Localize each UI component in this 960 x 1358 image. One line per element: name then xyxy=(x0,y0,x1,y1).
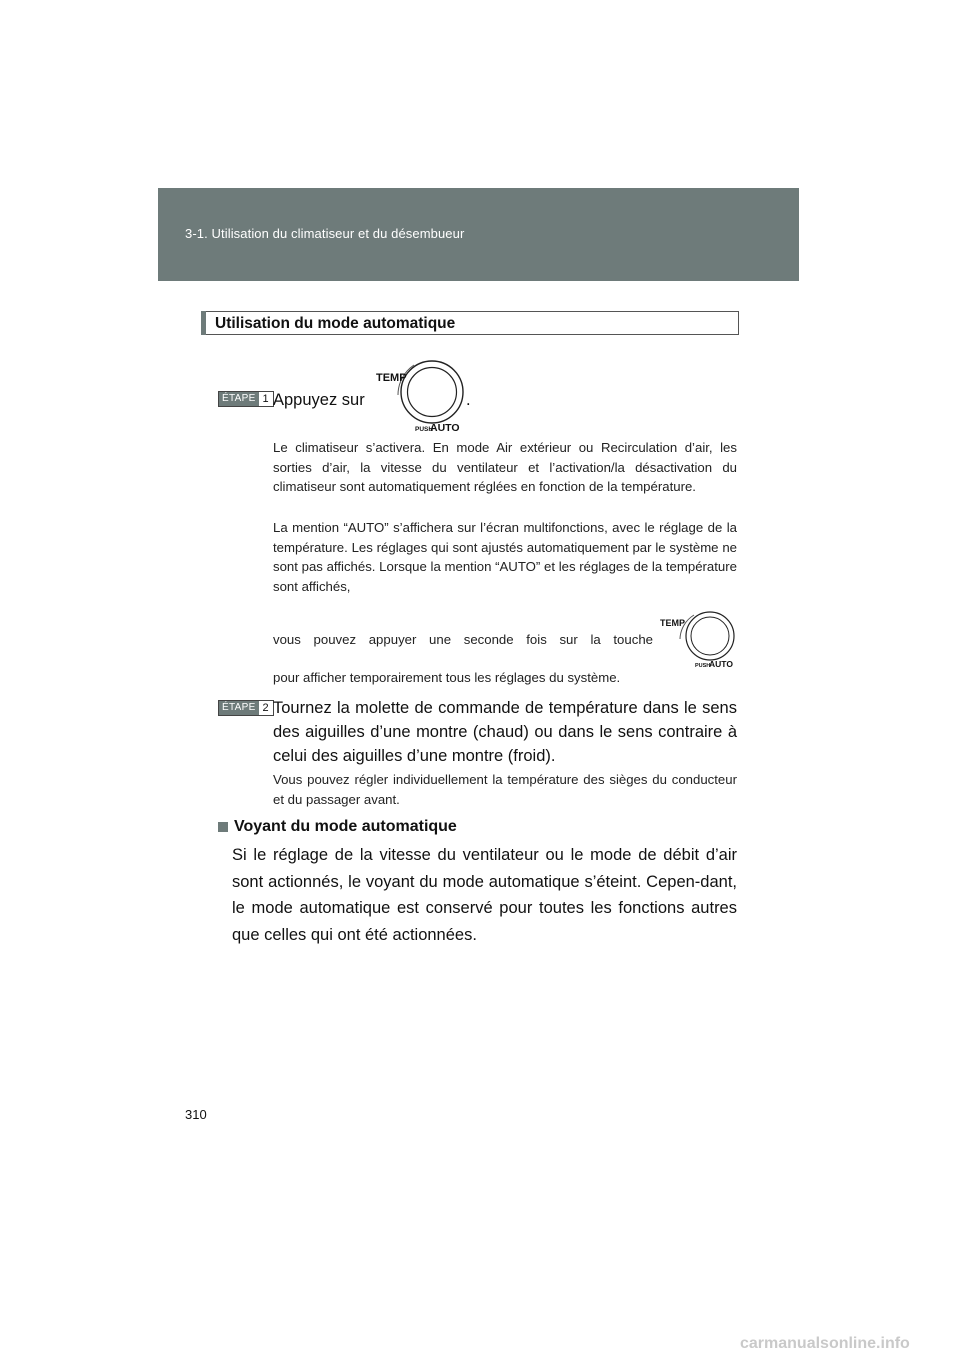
step-1-note-1: Le climatiseur s’activera. En mode Air extérieur ou Recirculation d’air, les sorties d’air, la vitesse du ventilateur et l’activation/la désactivation du climatiseur sont automatiquement réglées en fonction de la température. xyxy=(273,440,737,494)
info-heading xyxy=(218,818,457,836)
temp-auto-knob-icon xyxy=(374,355,469,433)
step-1-text-before: Appuyez sur xyxy=(273,391,365,409)
step-1-badge xyxy=(218,391,274,407)
bullet-square-icon xyxy=(218,822,228,832)
step-1-text-after: . xyxy=(466,391,471,409)
step-2-note: Vous pouvez régler individuellement la température des sièges du conducteur et du passager avant. xyxy=(273,772,737,807)
section-header-band xyxy=(158,188,799,281)
subsection-marker xyxy=(201,311,206,335)
knob-small-temp-label: TEMP xyxy=(660,618,686,628)
step-badge-word: ÉTAPE xyxy=(219,392,259,406)
knob-push-label: PUSH xyxy=(415,426,434,433)
knob-temp-label: TEMP xyxy=(376,372,407,384)
page-number: 310 xyxy=(185,1107,207,1122)
info-body: Si le réglage de la vitesse du ventilateur ou le mode de débit d’air sont actionnés, le voyant du mode automatique s’éteint. Cepen-dant, le mode automatique est conservé pour toutes les fonctions autres que celles qui ont été actionnées. xyxy=(232,846,737,944)
temp-auto-knob-small-icon xyxy=(658,607,740,669)
subsection-title: Utilisation du mode automatique xyxy=(215,315,456,332)
knob-small-auto-label: AUTO xyxy=(709,659,733,669)
step-2-text: Tournez la molette de commande de température dans le sens des aiguilles d’une montre (chaud) ou dans le sens contraire à celui des aiguilles d’une montre (froid). xyxy=(273,699,737,765)
section-title: 3-1. Utilisation du climatiseur et du désembueur xyxy=(185,226,465,241)
step-1-note-after: pour afficher temporairement tous les réglages du système. xyxy=(273,670,621,685)
step-badge-word: ÉTAPE xyxy=(219,701,259,715)
step-1-note-inline: vous pouvez appuyer une seconde fois sur la touche xyxy=(273,632,653,647)
knob-small-push-label: PUSH xyxy=(695,663,711,669)
step-badge-number: 2 xyxy=(259,701,273,715)
subsection-title-bar xyxy=(201,311,739,335)
step-1-note-2: La mention “AUTO” s’affichera sur l’écran multifonctions, avec le réglage de la température. Les réglages qui sont ajustés automatiquement par le système ne sont pas affichés. Lorsque la mention “AUTO” et les réglages de la température sont affichés, xyxy=(273,520,737,594)
step-badge-number: 1 xyxy=(259,392,273,406)
knob-auto-label: AUTO xyxy=(430,422,460,433)
step-1-text xyxy=(273,388,365,412)
step-2-badge xyxy=(218,700,274,716)
watermark: carmanualsonline.info xyxy=(740,1335,910,1352)
info-heading-text: Voyant du mode automatique xyxy=(234,818,457,835)
